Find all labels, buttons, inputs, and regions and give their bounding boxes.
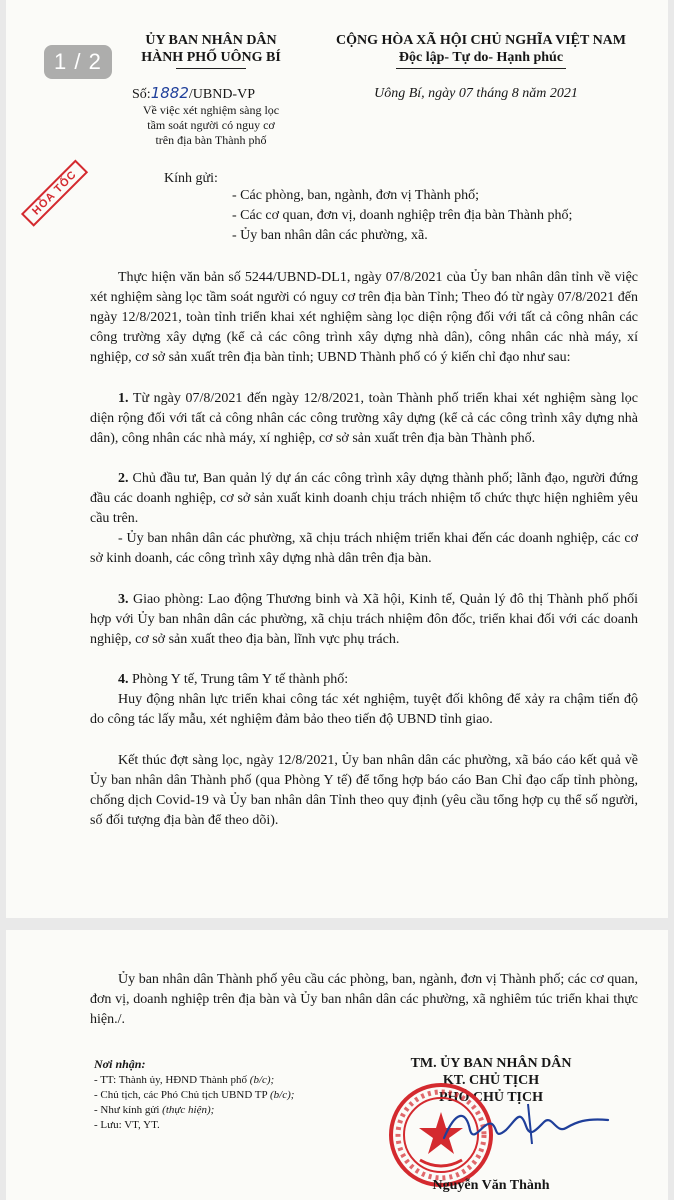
- request-paragraph: Ủy ban nhân dân Thành phố yêu cầu các phòng, ban, ngành, đơn vị Thành phố; các cơ quan, đơn vị, doanh nghiệp trên địa bàn và Ủy ban nhân dân các phường, xã nghiêm túc triển khai thực hiện./.: [90, 972, 638, 1027]
- doc-subject: Về việc xét nghiệm sàng lọc tầm soát người có nguy cơ trên địa bàn Thành phố: [142, 103, 280, 147]
- recipients-list: [94, 1073, 294, 1133]
- org-line-2: HÀNH PHỐ UÔNG BÍ: [141, 50, 281, 65]
- country-line-2: Độc lập- Tự do- Hạnh phúc: [398, 50, 564, 65]
- motto-underline: [396, 68, 566, 69]
- item-2: 2. Chủ đầu tư, Ban quản lý dự án các công trình xây dựng thành phố; lãnh đạo, người đứng đầu các doanh nghiệp, cơ sở sản xuất kinh doanh chịu trách nhiệm tổ chức thực hiện nghiêm yêu cầu trên.: [90, 471, 638, 526]
- greeting: Kính gửi:: [164, 171, 218, 186]
- item-1: 1. Từ ngày 07/8/2021 đến ngày 12/8/2021, toàn Thành phố triển khai xét nghiệm sàng lọc diện rộng đối với tất cả công nhân các công trường xây dựng (kể cả các công trình xây dựng nhà dân), công nhân các nhà máy, xí nghiệp, cơ sở sản xuất trên địa bàn Thành phố.: [90, 391, 638, 446]
- place-date: Uông Bí, ngày 07 tháng 8 năm 2021: [374, 86, 578, 101]
- item-4-detail: Huy động nhân lực triển khai công tác xét nghiệm, tuyệt đối không để xảy ra chậm tiến độ do công tác lấy mẫu, xét nghiệm đảm bảo theo tiến độ UBND tỉnh giao.: [90, 692, 638, 727]
- page-indicator: 1 / 2: [44, 45, 112, 79]
- signer-name: Nguyễn Văn Thành: [432, 1178, 550, 1193]
- country-line-1: CỘNG HÒA XÃ HỘI CHỦ NGHĨA VIỆT NAM: [335, 33, 626, 48]
- intro-paragraph: Thực hiện văn bản số 5244/UBND-DL1, ngày 07/8/2021 của Ủy ban nhân dân tỉnh về việc xét nghiệm sàng lọc tầm soát người có nguy cơ trên địa bàn Tỉnh; Theo đó từ ngày 07/8/2021 đến ngày 12/8/2021, toàn tỉnh triển khai xét nghiệm sàng lọc diện rộng đối với tất cả công nhân các công trường xây dựng (kể cả các công trình xây dựng nhà dân), công nhân các nhà máy, xí nghiệp, cơ sở sản xuất trên địa bàn tỉnh; UBND Thành phố có ý kiến chỉ đạo như sau:: [90, 270, 638, 365]
- org-underline: [176, 68, 246, 69]
- document-page-2: [6, 930, 668, 1200]
- recipient-line-2: - Chủ tịch, các Phó Chủ tịch UBND TP (b/c);: [94, 1089, 295, 1101]
- recipient-2: - Các cơ quan, đơn vị, doanh nghiệp trên địa bàn Thành phố;: [232, 208, 573, 223]
- doc-number: Số:1882/UBND-VP: [132, 84, 255, 102]
- closing-paragraph: Kết thúc đợt sàng lọc, ngày 12/8/2021, Ủy ban nhân dân các phường, xã báo cáo kết quả về Ủy ban nhân dân Thành phố (qua Phòng Y tế) để tổng hợp báo cáo Ban Chỉ đạo cấp tỉnh phòng, chống dịch Covid-19 và Ủy ban nhân dân Tỉnh theo quy định (yêu cầu tổng hợp cụ thể số người, số đối tượng địa bàn để theo dõi).: [90, 753, 638, 828]
- signature-block: TM. ỦY BAN NHÂN DÂN KT. CHỦ TỊCH PHÓ CHỦ TỊCH: [410, 1056, 572, 1105]
- recipient-3: - Ủy ban nhân dân các phường, xã.: [232, 228, 428, 243]
- recipient-1: - Các phòng, ban, ngành, đơn vị Thành phố;: [232, 188, 480, 203]
- item-3: 3. Giao phòng: Lao động Thương binh và Xã hội, Kinh tế, Quản lý đô thị Thành phố phối hợp với Ủy ban nhân dân các phường, xã chịu trách nhiệm đôn đốc, triển khai đối với các doanh nghiệp, cơ sở sản xuất theo địa bàn, lĩnh vực phụ trách.: [90, 592, 638, 647]
- doc-number-handwritten: 1882: [150, 84, 189, 102]
- item-2-sub: - Ủy ban nhân dân các phường, xã chịu trách nhiệm triển khai đến các doanh nghiệp, các cơ sở kinh doanh, các công trình xây dựng nhà dân trên địa bàn.: [90, 531, 638, 566]
- recipient-line-4: - Lưu: VT, YT.: [94, 1119, 160, 1131]
- document-page-1: [6, 0, 668, 918]
- org-header: [116, 32, 306, 69]
- country-header: [306, 32, 656, 69]
- recipients-title: Nơi nhận:: [94, 1057, 146, 1071]
- org-line-1: ỦY BAN NHÂN DÂN: [145, 33, 277, 48]
- item-4: 4. Phòng Y tế, Trung tâm Y tế thành phố:: [118, 672, 349, 687]
- recipient-line-3: - Như kính gửi (thực hiện);: [94, 1104, 215, 1116]
- signature-icon: [436, 1100, 616, 1150]
- recipient-line-1: - TT: Thành ủy, HĐND Thành phố (b/c);: [94, 1074, 275, 1086]
- urgent-stamp: HỎA TỐC: [21, 159, 88, 226]
